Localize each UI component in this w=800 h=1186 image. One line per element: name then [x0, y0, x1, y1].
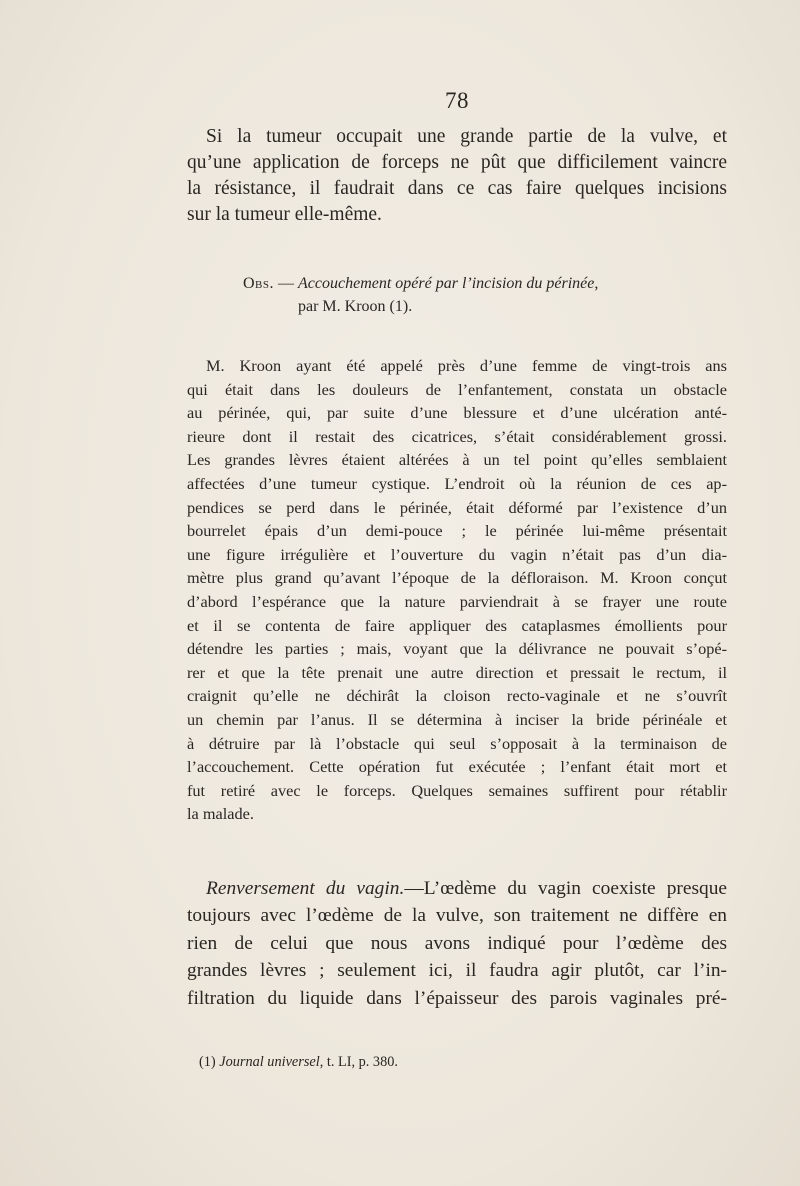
text-line: affectées d’une tumeur cystique. L’endroit où la réunion de ces ap-: [187, 473, 727, 493]
section-heading: Renversement du vagin.: [206, 878, 405, 899]
observation-title: Accouchement opéré par l’incision du périnée,: [298, 275, 599, 292]
text-line: rer et que la tête prenait une autre direction et pressait le rectum, il: [187, 662, 727, 682]
observation-heading: [243, 273, 598, 295]
text-line: rien de celui que nous avons indiqué pour l’œdème des: [187, 932, 727, 954]
observation-dash: —: [274, 275, 299, 292]
footnote-reference: , t. LI, p. 380.: [319, 1054, 398, 1070]
intro-paragraph: [187, 124, 727, 228]
text-line: un chemin par l’anus. Il se détermina à inciser la bride périnéale et: [187, 709, 727, 729]
text-line: rieure dont il restait des cicatrices, s’était considérablement grossi.: [187, 426, 727, 446]
section-first-line: —L’œdème du vagin coexiste presque: [404, 878, 727, 899]
text-line: Si la tumeur occupait une grande partie de la vulve, et: [206, 126, 727, 147]
text-line: Les grandes lèvres étaient altérées à un tel point qu’elles semblaient: [187, 450, 727, 470]
text-line: sur la tumeur elle-même.: [187, 204, 382, 225]
text-line: toujours avec l’œdème de la vulve, son traitement ne diffère en: [187, 905, 727, 927]
text-line: bourrelet épais d’un demi-pouce ; le périnée lui-même présentait: [187, 521, 727, 541]
text-line: [187, 875, 727, 902]
section-paragraph: [187, 875, 727, 1012]
text-line: la malade.: [187, 804, 254, 824]
footnote-marker: (1): [199, 1054, 216, 1070]
page-number: 78: [445, 88, 469, 113]
text-line: et il se contenta de faire appliquer des cataplasmes émollients pour: [187, 615, 727, 635]
text-line: pendices se perd dans le périnée, était déformé par l’existence d’un: [187, 497, 727, 517]
text-line: une figure irrégulière et l’ouverture du vagin n’était pas d’un dia-: [187, 544, 727, 564]
text-line: l’accouchement. Cette opération fut exécutée ; l’enfant était mort et: [187, 757, 727, 777]
text-line: M. Kroon ayant été appelé près d’une femme de vingt-trois ans: [206, 356, 727, 375]
footnote-journal: Journal universel: [219, 1054, 320, 1070]
text-line: craignit qu’elle ne déchirât la cloison recto-vaginale et ne s’ouvrît: [187, 686, 727, 706]
footnote: [199, 1052, 398, 1072]
text-line: filtration du liquide dans l’épaisseur des parois vaginales pré-: [187, 987, 727, 1009]
text-line: fut retiré avec le forceps. Quelques semaines suffirent pour rétablir: [187, 780, 727, 800]
text-line: à détruire par là l’obstacle qui seul s’opposait à la terminaison de: [187, 733, 727, 753]
observation-byline: par M. Kroon (1).: [298, 298, 413, 315]
text-line: mètre plus grand qu’avant l’époque de la défloraison. M. Kroon conçut: [187, 568, 727, 588]
text-line: d’abord l’espérance que la nature parviendrait à se frayer une route: [187, 591, 727, 611]
text-line: qu’une application de forceps ne pût que difficilement vaincre: [187, 152, 727, 173]
text-line: au périnée, qui, par suite d’une blessure et d’une ulcération anté-: [187, 403, 727, 423]
text-line: grandes lèvres ; seulement ici, il faudra agir plutôt, car l’in-: [187, 960, 727, 982]
text-line: qui était dans les douleurs de l’enfantement, constata un obstacle: [187, 379, 727, 399]
text-line: la résistance, il faudrait dans ce cas faire quelques incisions: [187, 178, 727, 199]
observation-paragraph: [187, 354, 727, 826]
text-line: détendre les parties ; mais, voyant que la délivrance ne pouvait s’opé-: [187, 639, 727, 659]
observation-label: Obs.: [243, 275, 275, 292]
